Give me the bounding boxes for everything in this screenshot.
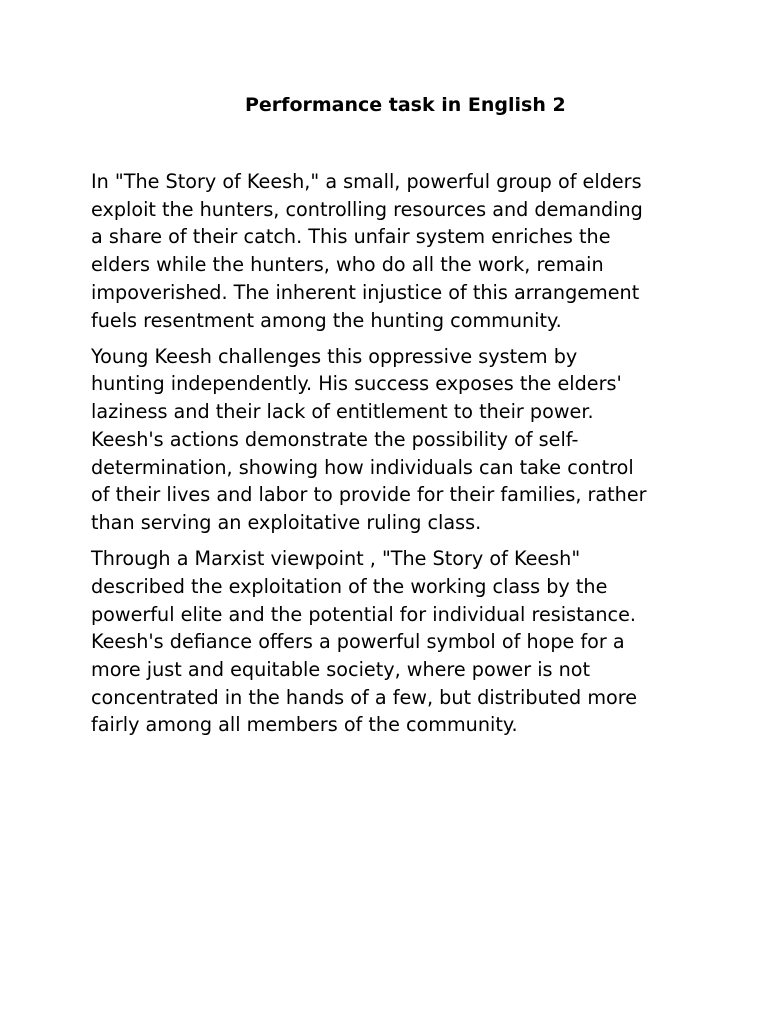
paragraph-1: [91, 168, 681, 334]
paragraph-line: impoverished. The inherent injustice of this arrangement: [91, 280, 640, 304]
paragraph-line: laziness and their lack of entitlement to their power.: [91, 400, 594, 424]
paragraph-3: [91, 545, 681, 739]
paragraph-line: more just and equitable society, where power is not: [91, 657, 591, 681]
paragraph-2: [91, 343, 681, 537]
document-title: Performance task in English 2: [245, 94, 566, 116]
paragraph-line: fairly among all members of the community.: [91, 713, 518, 737]
paragraph-line: described the exploitation of the working class by the: [91, 574, 608, 598]
paragraph-line: than serving an exploitative ruling class.: [91, 510, 482, 534]
paragraph-line: hunting independently. His success exposes the elders': [91, 372, 622, 396]
paragraph-line: elders while the hunters, who do all the work, remain: [91, 253, 604, 277]
paragraph-line: In "The Story of Keesh," a small, powerful group of elders: [91, 170, 642, 193]
paragraph-line: fuels resentment among the hunting community.: [91, 308, 562, 332]
paragraph-line: Young Keesh challenges this oppressive system by: [91, 344, 578, 368]
paragraph-line: of their lives and labor to provide for their families, rather: [91, 483, 647, 507]
paragraph-line: determination, showing how individuals can take control: [91, 455, 634, 479]
paragraph-line: a share of their catch. This unfair system enriches the: [91, 225, 611, 249]
document-body: [91, 168, 681, 748]
paragraph-line: concentrated in the hands of a few, but distributed more: [91, 685, 638, 709]
paragraph-line: powerful elite and the potential for individual resistance.: [91, 602, 636, 626]
paragraph-line: Keesh's defiance offers a powerful symbol of hope for a: [91, 630, 625, 654]
paragraph-line: Through a Marxist viewpoint , "The Story of Keesh": [91, 547, 581, 571]
paragraph-line: Keesh's actions demonstrate the possibility of self-: [91, 427, 579, 451]
paragraph-line: exploit the hunters, controlling resources and demanding: [91, 197, 643, 221]
